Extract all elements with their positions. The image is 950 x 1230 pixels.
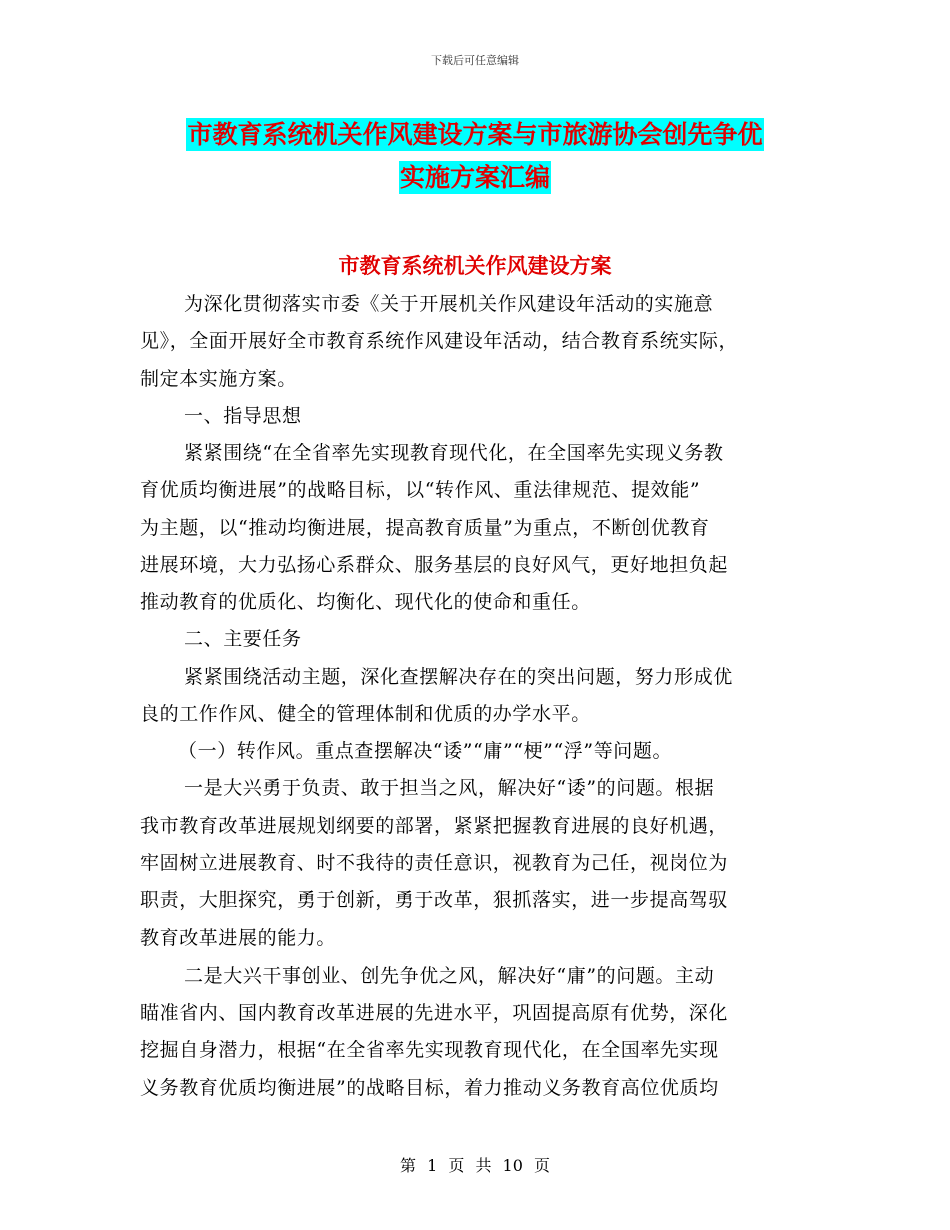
body-line: 推动教育的优质化、均衡化、现代化的使命和重任。 xyxy=(140,591,591,613)
body-line: 牢固树立进展教育、时不我待的责任意识，视教育为己任，视岗位为 xyxy=(140,851,729,874)
body-line: 制定本实施方案。 xyxy=(140,367,297,390)
body-line: 职责，大胆探究，勇于创新，勇于改革，狠抓落实，进一步提高驾驭 xyxy=(140,889,729,911)
section-title: 市教育系统机关作风建设方案 xyxy=(338,254,612,278)
title-highlight-2: 实施方案汇编 xyxy=(399,163,550,192)
page-footer: 第 1 页 共 10 页 xyxy=(400,1156,550,1175)
body-line: 良的工作作风、健全的管理体制和优质的办学水平。 xyxy=(140,702,591,725)
title-highlight-1: 市教育系统机关作风建设方案与市旅游协会创先争优 xyxy=(187,120,763,149)
body-line: 挖掘自身潜力，根据“在全省率先实现教育现代化，在全国率先实现 xyxy=(140,1039,719,1062)
body-line: 为深化贯彻落实市委《关于开展机关作风建设年活动的实施意 xyxy=(184,293,714,315)
body-line: 瞄准省内、国内教育改革进展的先进水平，巩固提高原有优势，深化 xyxy=(140,1002,729,1024)
document-title-line-1 xyxy=(0,115,950,151)
body-line: 育优质均衡进展”的战略目标，以“转作风、重法律规范、提效能” xyxy=(140,479,701,502)
body-line: 进展环境，大力弘扬心系群众、服务基层的良好风气，更好地担负起 xyxy=(140,553,729,576)
document-body xyxy=(140,286,820,1107)
heading-main-tasks: 二、主要任务 xyxy=(184,628,302,651)
heading-guiding-thought: 一、指导思想 xyxy=(184,404,302,427)
body-line: 我市教育改革进展规划纲要的部署，紧紧把握教育进展的良好机遇， xyxy=(140,814,729,837)
body-line: 紧紧围绕“在全省率先实现教育现代化，在全国率先实现义务教 xyxy=(184,442,724,464)
body-line: 见》，全面开展好全市教育系统作风建设年活动，结合教育系统实际， xyxy=(140,330,739,353)
body-line: 义务教育优质均衡进展”的战略目标，着力推动义务教育高位优质均 xyxy=(140,1076,719,1099)
body-line: 二是大兴干事创业、创先争优之风，解决好“庸”的问题。主动 xyxy=(184,964,715,987)
body-line: 为主题，以“推动均衡进展，提高教育质量”为重点，不断创优教育 xyxy=(140,516,710,539)
document-title-line-2 xyxy=(0,158,950,194)
body-line: 紧紧围绕活动主题，深化查摆解决存在的突出问题，努力形成优 xyxy=(184,665,733,688)
body-line: 教育改革进展的能力。 xyxy=(140,927,337,950)
body-line: 一是大兴勇于负责、敢于担当之风，解决好“诿”的问题。根据 xyxy=(184,777,715,800)
page-header-note: 下载后可任意编辑 xyxy=(431,54,519,67)
subheading-style-change: （一）转作风。重点查摆解决“诿”“庸”“梗”“浮”等问题。 xyxy=(178,740,673,762)
